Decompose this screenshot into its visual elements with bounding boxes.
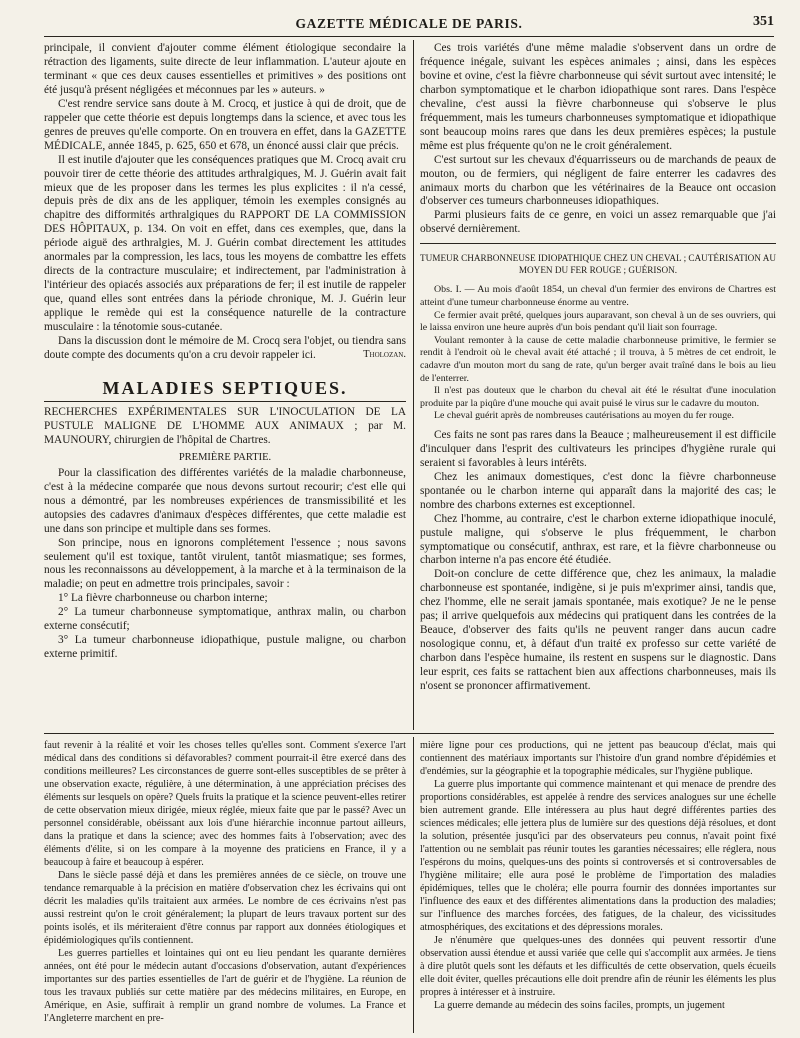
observation-text: Il n'est pas douteux que le charbon du cheval ait été le résultat d'une inoculation produite par la piqûre d'une mouche qui avait puisé le virus sur le cadavre du mouton. [420,385,776,409]
paragraph: Pour la classification des différentes variétés de la maladie charbonneuse, c'est à la médecine comparée que nous devons surtout recourir; c'est elle qui nous a démontré, par les nombreuses expériences de transmissibilité et les autopsies des cadavres d'animaux d'espèces différentes, que cette maladie est une dans son principe et multiple dans ses formes. [44,466,406,535]
paragraph: La guerre demande au médecin des soins faciles, prompts, un jugement [434,1000,725,1011]
signature: Tholozan. [363,348,406,360]
right-bottom-column [420,739,776,1012]
section-divider [44,733,774,734]
title-rule [44,401,406,402]
list-item: 2° La tumeur charbonneuse symptomatique, anthrax malin, ou charbon externe consécutif; [44,606,406,633]
page-header [44,10,774,34]
case-rule [420,243,776,244]
observation-text: Obs. I. — Au mois d'août 1854, un cheval d'un fermier des environs de Chartres est atteint d'une tumeur charbonneuse énorme au ventre. [420,284,776,308]
list-item: 3° La tumeur charbonneuse idiopathique, pustule maligne, ou charbon externe primitif. [44,634,406,661]
list-item: 1° La fièvre charbonneuse ou charbon interne; [58,592,268,605]
observation-text: Ce fermier avait prêté, quelques jours auparavant, son cheval à un de ses ouvriers, qui le laissa environ une heure auprès d'un bois pendant qu'il liait son fourrage. [420,309,776,334]
left-top-column [44,42,406,662]
paragraph: Parmi plusieurs faits de ce genre, en voici un assez remarquable que j'ai observé dernièrement. [420,209,776,236]
paragraph: Chez l'homme, au contraire, c'est le charbon externe idiopathique inoculé, pustule maligne, qui s'observe le plus fréquemment, le charbon symptomatique ou consécutif, anthrax, est rare, et la fièvre charbonneuse ou charbon interne n'a pas encore été étudiée. [420,512,776,567]
column-divider-top [413,40,414,730]
column-divider-bottom [413,737,414,1033]
paragraph: Chez les animaux domestiques, c'est donc la fièvre charbonneuse spontanée ou le charbon interne qui apparaît dans la majorité des cas; le nombre des charbons externes est exceptionnel. [420,470,776,511]
case-heading: TUMEUR CHARBONNEUSE IDIOPATHIQUE CHEZ UN CHEVAL ; CAUTÉRISATION AU MOYEN DU FER ROUGE ; GUÉRISON. [420,253,776,276]
header-rule [44,36,774,37]
right-top-column [420,42,776,694]
section-title: MALADIES SEPTIQUES. [102,377,348,398]
left-bottom-column [44,739,406,1025]
paragraph: Ces trois variétés d'une même maladie s'observent dans un ordre de fréquence inégale, suivant les espèces animales ; ainsi, dans les espèces bovine et ovine, c'est la fièvre charbonneuse qui sévit surtout avec intensité; le charbon symptomatique et le charbon idiopathique sont rares. Dans l'espèce chevaline, c'est aussi la fièvre charbonneuse qui s'observe le plus fréquemment, mais les tumeurs charbonneuses symptomatique et idiopathique sont beaucoup moins rares que dans les deux premières espèces; la pustule même est plus fréquente qu'on ne le croit généralement. [420,42,776,152]
paragraph: C'est surtout sur les chevaux d'équarrisseurs ou de marchands de peaux de mouton, ou de fermiers, qui négligent de faire enterrer les cadavres des animaux morts du charbon que les vétérinaires de la Beauce ont occasion d'observer ces tumeurs charbonneuses idiopathiques. [420,153,776,208]
part-heading: PREMIÈRE PARTIE. [178,451,272,463]
paragraph: La guerre plus importante qui commence maintenant et qui menace de prendre des proportions considérables, est appelée à rendre des services analogues sur une échelle bien autrement grande. Elle intéressera au plus haut degré différentes parties des sciences médicales; elle jettera plus de lumière sur des questions déjà résolues, et dont la solution, présentée jusqu'ici par des observateurs peu connus, n'avait point fixé l'attention ou ne semblait pas réunir toutes les garanties nécessaires; elle réglera, nous l'espérons du moins, quelques-uns des points si controversés et si controversables de l'hygiène militaire; elle aura posé le problème de l'importation des maladies épidémiques, telles que le choléra; elle pourra fournir des données importantes sur l'influence des eaux et des différentes alimentations dans la production des maladies; sur l'influence des marches forcées, des fatigues, de la chaleur, des vicissitudes atmosphériques, des excitations et des dépressions morales. [420,779,776,933]
paragraph: Il est inutile d'ajouter que les conséquences pratiques que M. Crocq avait cru pouvoir tirer de cette théorie des attitudes arthralgiques, M. J. Guérin avait fait mieux que de les proposer dans les termes les plus explicites : il n'a cessé, depuis près de dix ans de les appliquer, témoin les exemples consignés au chapitre des difformités arthralgiques du RAPPORT DE LA COMMISSION DES HÔPITAUX, p. 134. On voit en effet, dans ces exemples, que, dans la période aiguë des arthralgies, M. J. Guérin combat directement les attitudes anormales par la compression, les lacs, tous les moyens de combattre les effets directs de la contracture musculaire; et indirectement, par l'administration à l'intérieur des opiacés associés aux préparations de fer; il est inutile de rappeler que, quand elles sont entrées dans la période chronique, M. J. Guérin leur applique le remède qui est la conséquence naturelle de la contracture musculaire : la ténotomie sous-cutanée. [44,153,406,334]
paragraph: principale, il convient d'ajouter comme élément étiologique secondaire la rétraction des ligaments, suite directe de leur inflammation. L'auteur ajoute en terminant « que ces deux causes essentielles et primitives » des positions ont été jusqu'à présent négligées et méconnues par les » auteurs. » [44,42,406,96]
paragraph: C'est rendre service sans doute à M. Crocq, et justice à qui de droit, que de rappeler que cette théorie est depuis longtemps dans la science, et avec tous les genres de preuves qu'elle comporte. On en trouvera en effet, dans la GAZETTE MÉDICALE, année 1845, p. 625, 650 et 678, un énoncé aussi clair que précis. [44,97,406,152]
observation-text: Voulant remonter à la cause de cette maladie charbonneuse primitive, le fermier se rendit à l'endroit où le cheval avait été attaché ; il trouva, à 5 mètres de cet endroit, le cadavre d'un mouton mort du sang de rate, qu'un berger avait traîné dans le bois au lieu de l'enterrer. [420,334,776,384]
paragraph: faut revenir à la réalité et voir les choses telles qu'elles sont. Comment s'exerce l'art médical dans des conditions si défavorables? comment pourrait-il être exercé dans des conditions meilleures? Les circonstances de guerre sont-elles susceptibles de se prêter à une observation exacte, régulière, à une détermination, à une appréciation précises des éléments sur lesquels on opère? Quels fruits la pratique et la science peuvent-elles retirer de cette observation mieux dirigée, mieux réglée, mieux faite que par le passé? Avec un personnel considérable, obéissant aux lois d'une hiérarchie inconnue partout ailleurs, dans la pratique et dans la science; avec des hommes faits à l'observation; avec des éléments d'élite, si on les compare à la moyenne des praticiens en France, il y a beaucoup à faire et beaucoup à espérer. [44,740,406,868]
observation-text: Le cheval guérit après de nombreuses cautérisations au moyen du fer rouge. [434,410,734,422]
paragraph: Les guerres partielles et lointaines qui ont eu lieu pendant les quarante dernières années, ont été pour le médecin autant d'occasions d'observation, autant d'expériences importantes sur des parties essentielles de l'art de guérir et de l'hygiène. La réunion de tous les travaux publiés sur cette matière par des médecins militaires, en Europe, en Amérique, en Asie, suffirait à remplir un grand nombre de volumes. La France et l'Angleterre marchent en pre- [44,948,406,1024]
paragraph: Dans la discussion dont le mémoire de M. Crocq sera l'objet, ou tiendra sans doute compte des documents qu'on a cru devoir rappeler ici. [44,335,406,361]
paragraph: Doit-on conclure de cette différence que, chez les animaux, la maladie charbonneuse est spontanée, indigène, si je puis m'exprimer ainsi, tandis que, chez l'homme, elle ne serait jamais spontanée, mais exotique? Je ne le pense pas; il arrive quelquefois aux médecins qui pratiquent dans les contrées de la Beauce, d'observer des faits qu'ils ne peuvent ranger dans aucun cadre nosologique connu, et, à défaut d'un traité ex professo sur cette variété de charbon dans l'espèce humaine, ils restent en suspens sur le diagnostic. Dans leur esprit, ces faits se rattachent bien aux affections charbonneuses, mais ils n'osent se prononcer affirmativement. [420,568,776,693]
paragraph: Dans le siècle passé déjà et dans les premières années de ce siècle, on trouve une tendance remarquable à la précision en matière d'observation chez les écrivains qui ont décrit les maladies qu'ils traitaient aux armées. Le nombre de ces écrivains n'est pas aussi restreint qu'on le croit généralement; la plupart de leurs travaux portent sur des points isolés, et ils mériteraient d'être connus par rapport aux données étiologiques et épidémiologiques qu'ils contiennent. [44,870,406,946]
paragraph: Son principe, nous en ignorons complétement l'essence ; nous savons seulement qu'il est toxique, tantôt virulent, tantôt miasmatique; ses formes, nous les reconnaissons au développement, à la marche et à la terminaison de la maladie; on peut en admettre trois principales, savoir : [44,536,406,591]
paragraph: Ces faits ne sont pas rares dans la Beauce ; malheureusement il est difficile d'inculquer dans l'esprit des cultivateurs les principes d'hygiène rurale qui seraient si favorables à leurs intérêts. [420,428,776,469]
page-number: 351 [753,14,774,29]
paragraph: mière ligne pour ces productions, qui ne jettent pas beaucoup d'éclat, mais qui contiennent des matériaux importants sur l'histoire d'un grand nombre d'épidémies et d'endémies, sur la géographie et la topographie médicales, sur l'hygiène publique. [420,740,776,777]
paragraph: Je n'énumère que quelques-unes des données qui peuvent ressortir d'une observation aussi étendue et aussi variée que celle qui s'accomplit aux armées. Je tiens à dire plutôt quels sont les défauts et les difficultés de cette observation, quels écueils elle doit éviter, quelles précautions elle doit prendre afin de réunir les éléments les plus propres à intéresser et à instruire. [420,935,776,998]
article-subhead: RECHERCHES EXPÉRIMENTALES SUR L'INOCULATION DE LA PUSTULE MALIGNE DE L'HOMME AUX ANIMAUX ; par M. MAUNOURY, chirurgien de l'hôpital de Chartres. [44,405,406,446]
running-title: GAZETTE MÉDICALE DE PARIS. [295,16,523,31]
